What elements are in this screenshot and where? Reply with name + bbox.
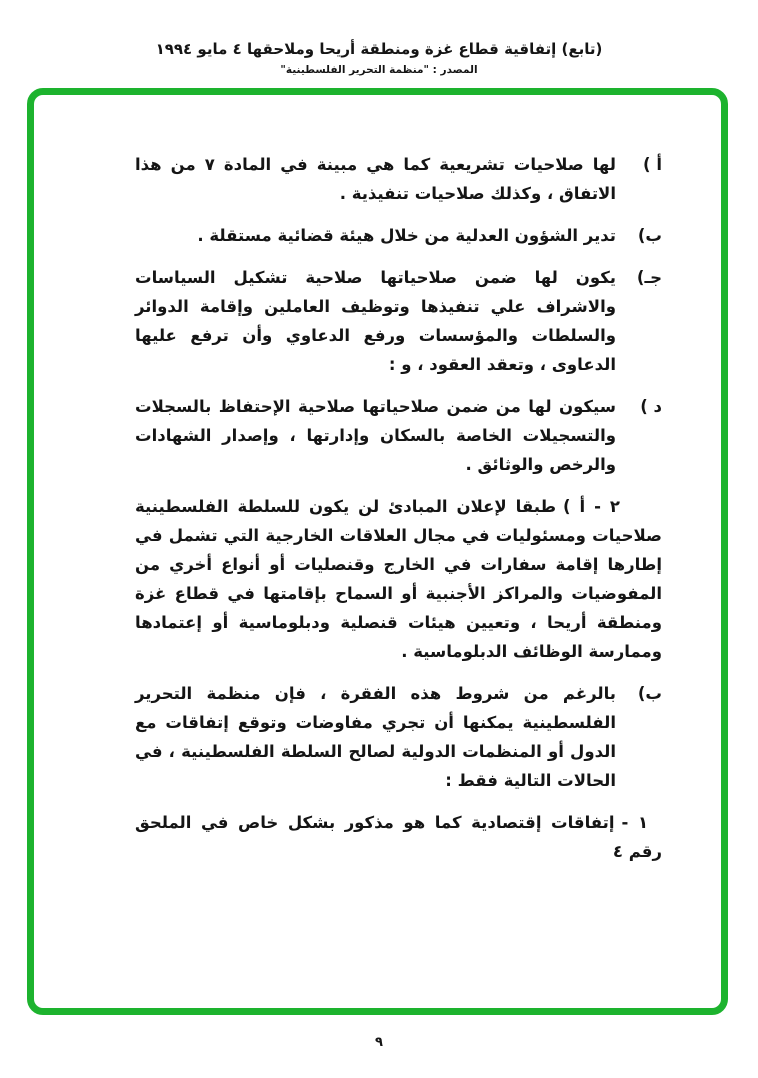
clause-c [135,263,662,379]
page-number: ٩ [375,1035,383,1050]
clause-b [135,221,662,250]
list-item-1 [135,808,662,866]
clause-text: سيكون لها من ضمن صلاحياتها صلاحية الإحتفاظ بالسجلات والتسجيلات الخاصة بالسكان وإدارتها ، وإصدار الشهادات والرخص والوثائق . [135,397,616,474]
clause-marker: ب) [637,226,662,245]
clause-a [135,150,662,208]
clause-d [135,392,662,479]
clause-text: لها صلاحيات تشريعية كما هي مبينة في المادة ٧ من هذا الاتفاق ، وكذلك صلاحيات تنفيذية . [135,155,616,203]
clause-marker: أ ) [643,155,662,174]
clause-2b [135,679,662,795]
clause-text: تدير الشؤون العدلية من خلال هيئة قضائية مستقلة . [197,226,616,245]
item-marker: ١ - [621,813,649,832]
clause-marker: ب) [637,684,662,703]
clause-marker: جـ) [636,268,662,287]
section-marker: ٢ - أ ) [563,497,620,516]
clause-text: بالرغم من شروط هذه الفقرة ، فإن منظمة التحرير الفلسطينية يمكنها أن تجري مفاوضات وتوقع إتفاقات مع الدول أو المنظمات الدولية لصالح السلطة الفلسطينية ، في الحالات التالية فقط : [135,684,616,790]
clause-marker: د ) [640,397,662,416]
page-header [0,40,758,76]
document-body [135,150,662,879]
item-text: إتفاقات إقتصادية كما هو مذكور بشكل خاص في الملحق رقم ٤ [135,813,662,861]
section-2a [135,492,662,666]
section-text: طبقا لإعلان المبادئ لن يكون للسلطة الفلسطينية صلاحيات ومسئوليات في مجال العلاقات الخارجية التي تشمل في إطارها إقامة سفارات في الخارج وقنصليات أو أنواع أخري من المفوضيات والمراكز الأجنبية أو السماح بإقامتها في قطاع غزة ومنطقة أريحا ، وتعيين هيئات قنصلية ودبلوماسية أو إعتمادها وممارسة الوظائف الدبلوماسية . [135,497,662,661]
document-source: المصدر : "منظمة التحرير الفلسطينية" [280,64,478,76]
clause-text: يكون لها ضمن صلاحياتها صلاحية تشكيل السياسات والاشراف علي تنفيذها وتوظيف العاملين وإقامة الدوائر والسلطات والمؤسسات ورفع الدعاوي وأن ترفع عليها الدعاوى ، وتعقد العقود ، و : [135,268,616,374]
document-title: (تابع) إتفاقية قطاع غزة ومنطقة أريحا وملاحقها ٤ مايو ١٩٩٤ [155,40,603,58]
